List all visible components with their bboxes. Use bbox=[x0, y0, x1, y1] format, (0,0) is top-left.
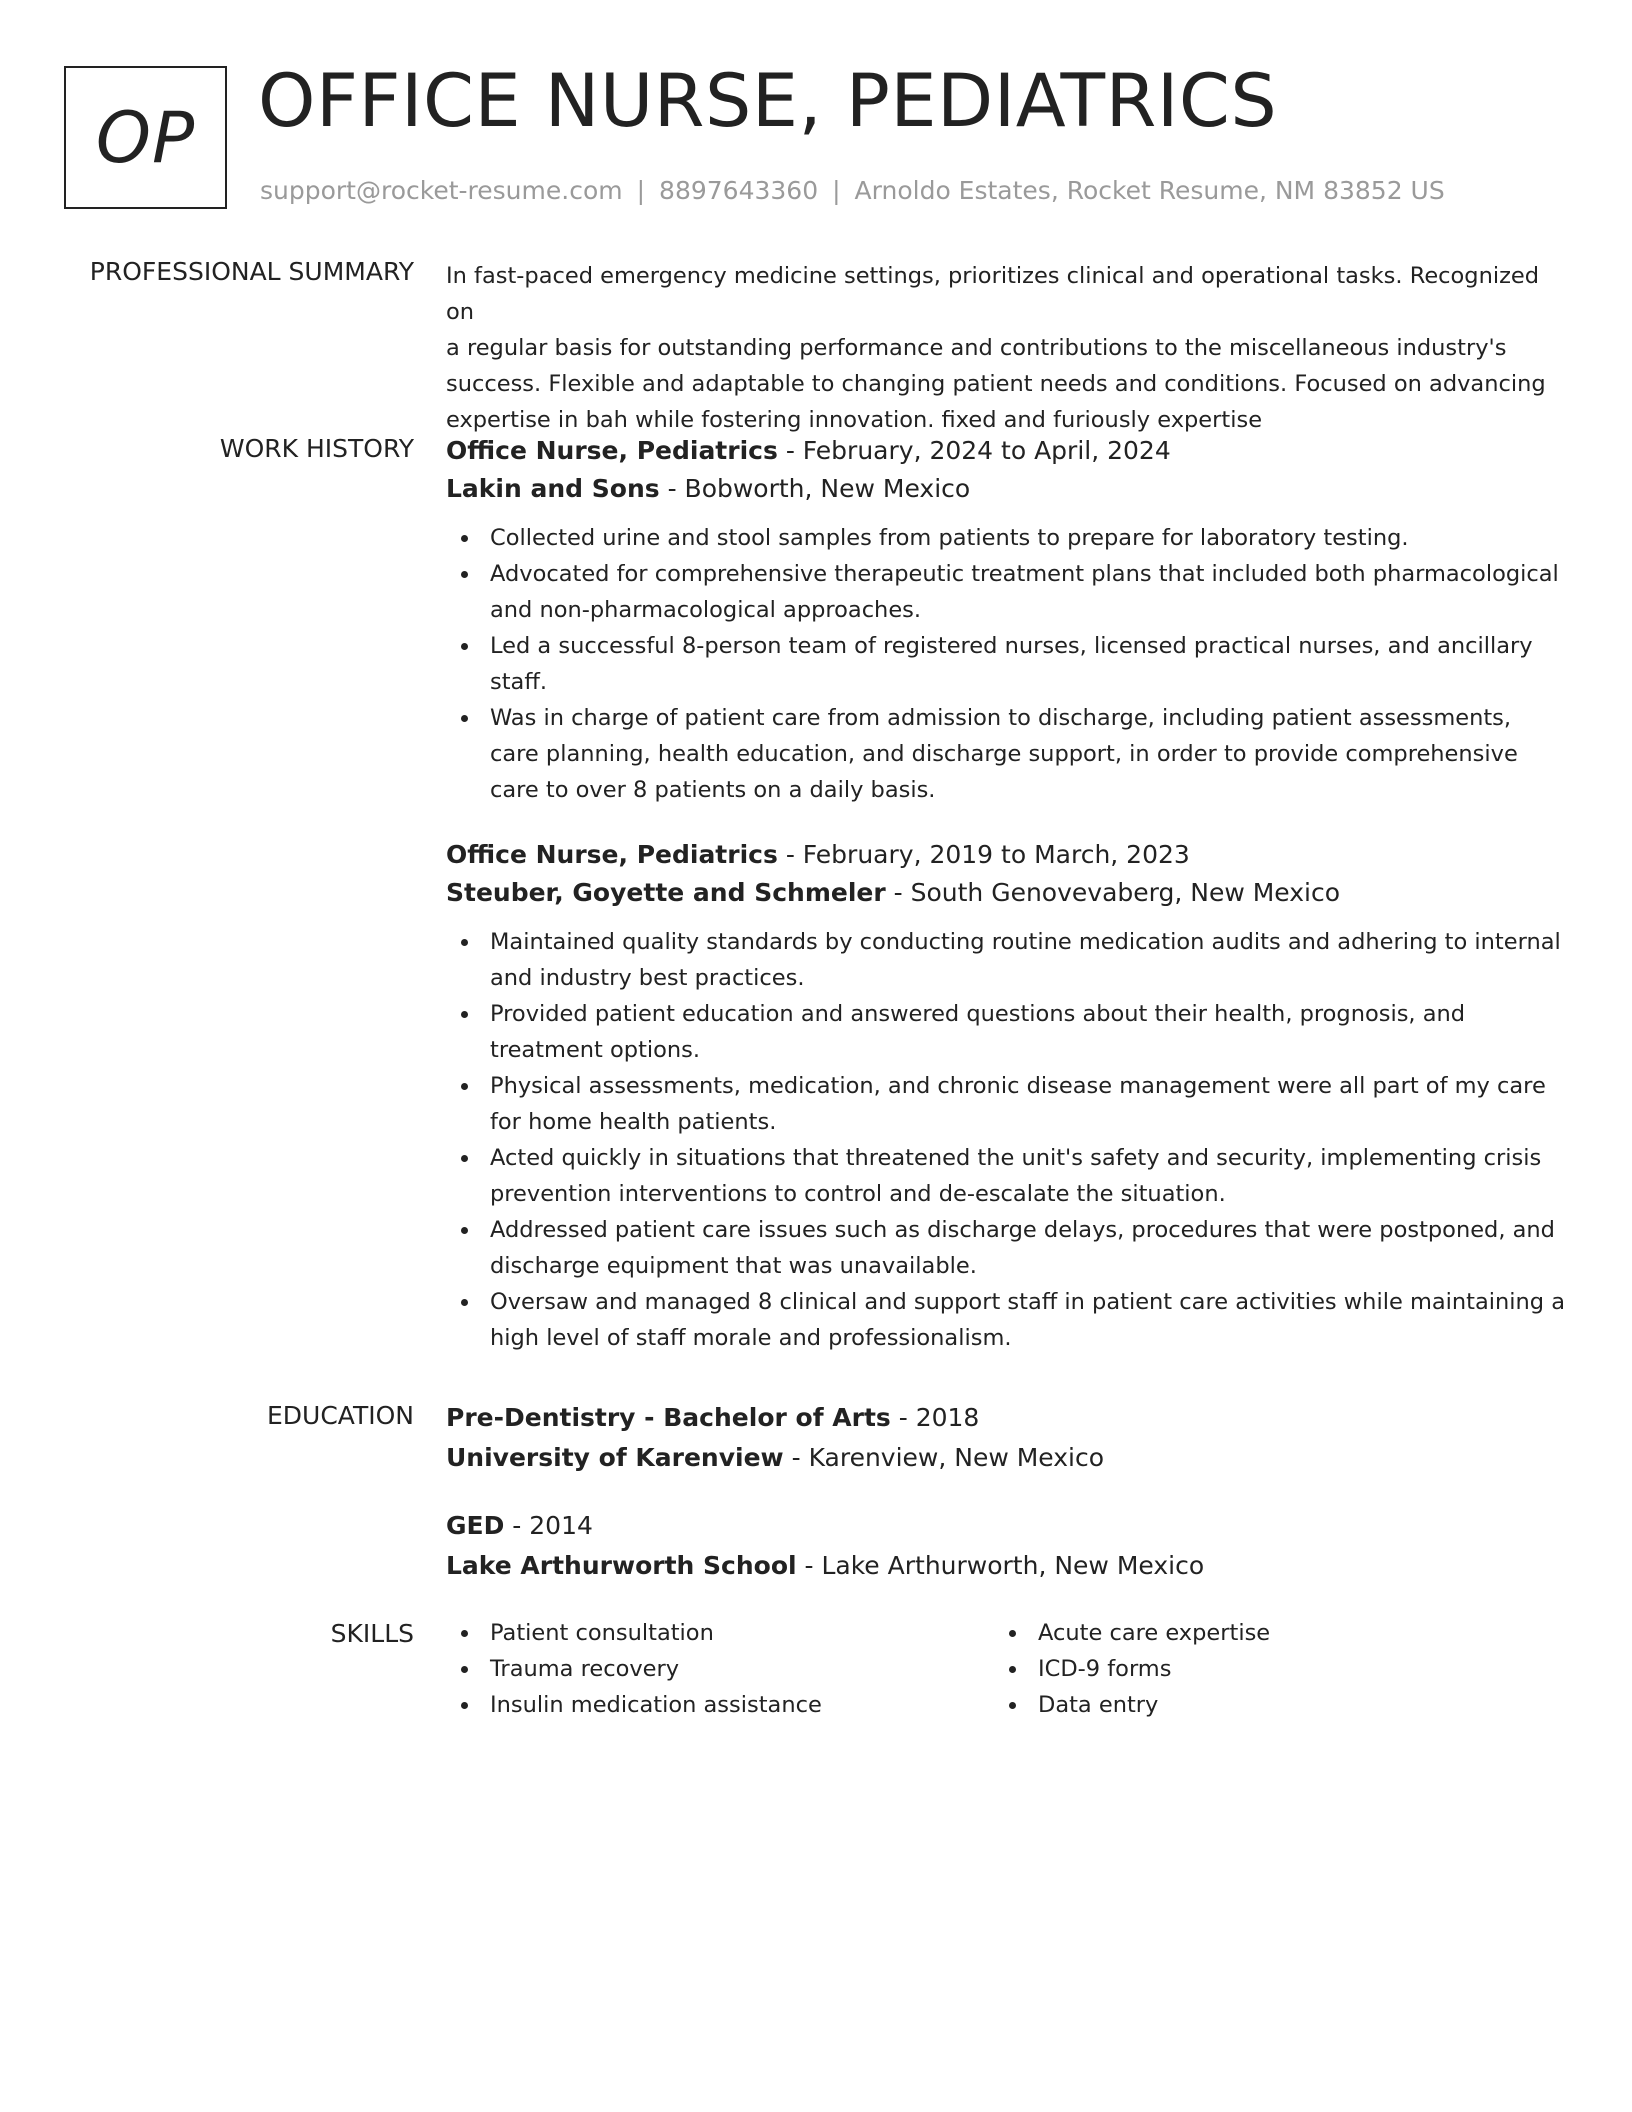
skills-column-right bbox=[994, 1615, 1542, 1723]
list-item: Led a successful 8-person team of registered nurses, licensed practical nurses, and ancillary staff. bbox=[446, 628, 1566, 700]
summary-line: expertise in bah while fostering innovation. fixed and furiously expertise bbox=[446, 407, 1263, 433]
education-entry bbox=[446, 1399, 1566, 1477]
school-name: Lake Arthurworth School bbox=[446, 1551, 797, 1580]
job-company: Lakin and Sons bbox=[446, 474, 660, 503]
contact-address: Arnoldo Estates, Rocket Resume, NM 83852 US bbox=[854, 176, 1445, 205]
contact-separator: | bbox=[636, 176, 646, 205]
job-title-line bbox=[446, 836, 1566, 874]
skill-item: ICD-9 forms bbox=[994, 1651, 1542, 1687]
list-item: Oversaw and managed 8 clinical and support staff in patient care activities while maintaining a high level of staff morale and professionalism. bbox=[446, 1284, 1566, 1356]
skill-item: Data entry bbox=[994, 1687, 1542, 1723]
job-dates: - February, 2024 to April, 2024 bbox=[777, 436, 1171, 465]
degree-line bbox=[446, 1507, 1566, 1545]
list-item: Acted quickly in situations that threatened the unit's safety and security, implementing crisis prevention interventions to control and de-escalate the situation. bbox=[446, 1140, 1566, 1212]
contact-email: support@rocket-resume.com bbox=[260, 176, 623, 205]
skill-item: Acute care expertise bbox=[994, 1615, 1542, 1651]
contact-line bbox=[260, 174, 1445, 208]
school-line bbox=[446, 1547, 1566, 1585]
summary-line: success. Flexible and adaptable to changing patient needs and conditions. Focused on advancing bbox=[446, 371, 1546, 397]
job-location: - South Genovevaberg, New Mexico bbox=[885, 878, 1341, 907]
degree-name: Pre-Dentistry - Bachelor of Arts bbox=[446, 1403, 891, 1432]
job-entry bbox=[446, 836, 1566, 1356]
job-title: Office Nurse, Pediatrics bbox=[446, 436, 778, 465]
list-item: Provided patient education and answered questions about their health, prognosis, and treatment options. bbox=[446, 996, 1566, 1068]
list-item: Addressed patient care issues such as discharge delays, procedures that were postponed, and discharge equipment that was unavailable. bbox=[446, 1212, 1566, 1284]
education-entry bbox=[446, 1507, 1566, 1585]
summary-line: a regular basis for outstanding performance and contributions to the miscellaneous industry's bbox=[446, 335, 1507, 361]
list-item: Maintained quality standards by conducting routine medication audits and adhering to internal and industry best practices. bbox=[446, 924, 1566, 996]
list-item: Advocated for comprehensive therapeutic treatment plans that included both pharmacological and non-pharmacological approaches. bbox=[446, 556, 1566, 628]
monogram-badge: OP bbox=[64, 66, 227, 209]
school-location: - Lake Arthurworth, New Mexico bbox=[796, 1551, 1205, 1580]
skill-item: Patient consultation bbox=[446, 1615, 994, 1651]
degree-name: GED bbox=[446, 1511, 505, 1540]
job-title-line bbox=[446, 432, 1566, 470]
skill-item: Trauma recovery bbox=[446, 1651, 994, 1687]
education-body bbox=[446, 1399, 1566, 1585]
school-name: University of Karenview bbox=[446, 1443, 784, 1472]
work-history-body bbox=[446, 432, 1566, 1356]
job-company: Steuber, Goyette and Schmeler bbox=[446, 878, 886, 907]
section-heading: PROFESSIONAL SUMMARY bbox=[89, 257, 414, 286]
summary-text bbox=[446, 258, 1566, 438]
skills-grid bbox=[446, 1615, 1566, 1723]
contact-separator: | bbox=[832, 176, 841, 205]
contact-phone: 8897643360 bbox=[659, 176, 819, 205]
job-entry bbox=[446, 432, 1566, 808]
degree-year: - 2018 bbox=[890, 1403, 980, 1432]
degree-line bbox=[446, 1399, 1566, 1437]
section-heading: WORK HISTORY bbox=[219, 434, 414, 463]
resume-name-title: OFFICE NURSE, PEDIATRICS bbox=[258, 59, 1278, 144]
job-dates: - February, 2019 to March, 2023 bbox=[777, 840, 1190, 869]
skills-body bbox=[446, 1615, 1566, 1723]
school-location: - Karenview, New Mexico bbox=[783, 1443, 1105, 1472]
job-title: Office Nurse, Pediatrics bbox=[446, 840, 778, 869]
skills-column-left bbox=[446, 1615, 994, 1723]
school-line bbox=[446, 1439, 1566, 1477]
list-item: Was in charge of patient care from admission to discharge, including patient assessments, care planning, health education, and discharge support, in order to provide comprehensive care to over 8 patients on a daily basis. bbox=[446, 700, 1566, 808]
section-heading: EDUCATION bbox=[267, 1401, 414, 1430]
job-company-line bbox=[446, 874, 1566, 912]
list-item: Physical assessments, medication, and chronic disease management were all part of my care for home health patients. bbox=[446, 1068, 1566, 1140]
job-bullets bbox=[446, 520, 1566, 808]
list-item: Collected urine and stool samples from patients to prepare for laboratory testing. bbox=[446, 520, 1566, 556]
job-bullets bbox=[446, 924, 1566, 1356]
skill-item: Insulin medication assistance bbox=[446, 1687, 994, 1723]
job-company-line bbox=[446, 470, 1566, 508]
section-heading: SKILLS bbox=[330, 1619, 414, 1648]
degree-year: - 2014 bbox=[504, 1511, 593, 1540]
job-location: - Bobworth, New Mexico bbox=[659, 474, 971, 503]
summary-line: In fast-paced emergency medicine settings, prioritizes clinical and operational tasks. Recognized on bbox=[446, 263, 1540, 325]
